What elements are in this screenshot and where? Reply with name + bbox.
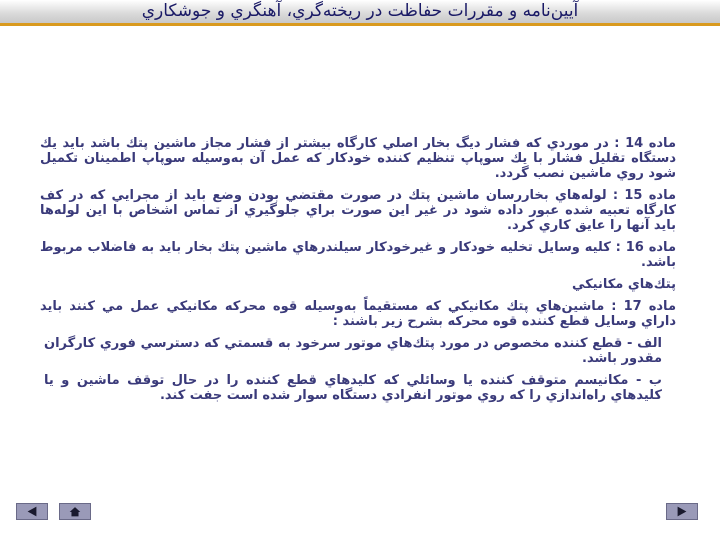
clause-alef-paragraph: الف - قطع كننده مخصوص در مورد پتك‌هاي موتور سرخود به قسمتي كه دسترسي فوري كارگران مقدور باشد. [44, 336, 662, 366]
next-button[interactable] [666, 503, 698, 520]
article-16-paragraph: ماده 16 : كليه وسايل تخليه خودكار و غيرخودكار سيلندرهاي ماشين پتك بخار بايد به فاضلاب مربوط باشد. [40, 240, 676, 270]
section-heading: پتك‌هاي مكانيكي [571, 277, 676, 292]
page-title: آيين‌نامه و مقررات حفاظت در ريخته‌گري، آهنگري و جوشكاري [141, 1, 579, 21]
triangle-left-icon [17, 504, 47, 519]
title-bar [0, 0, 720, 26]
home-icon [60, 504, 90, 519]
article-14-paragraph: ماده 14 : در موردي كه فشار ديگ بخار اصلي كارگاه بيشتر از فشار مجاز ماشين پتك باشد بايد يك دستگاه تقليل فشار با يك سوپاپ تنظيم كننده خودكار كه عمل آن به‌وسيله سوپاپ اطمينان تكميل شود روي ماشين نصب گردد. [40, 136, 676, 181]
clause-be-paragraph: ب - مكانيسم متوقف كننده يا وسائلي كه كليدهاي قطع كننده را در حال توقف ماشين و يا كليدهاي راه‌اندازي را كه روي موتور انفرادي دستگاه سوار شده است جفت كند. [44, 373, 662, 403]
triangle-right-icon [667, 504, 697, 519]
home-button[interactable] [59, 503, 91, 520]
article-15-paragraph: ماده 15 : لوله‌هاي بخاررسان ماشين پتك در صورت مقتضي بودن وضع بايد از مجرايي كه در كف كارگاه تعبيه شده عبور داده شود در غير اين صورت براي جلوگيري از تماس اشخاص با اين لوله‌ها بايد آنها را عايق كاري كرد. [40, 188, 676, 233]
article-17-paragraph: ماده 17 : ماشين‌هاي پتك مكانيكي كه مستقيماً به‌وسيله قوه محركه مكانيكي عمل مي كنند بايد داراي وسايل قطع كننده قوه محركه بشرح زير باشند : [40, 299, 676, 329]
document-body [40, 136, 676, 410]
back-button[interactable] [16, 503, 48, 520]
